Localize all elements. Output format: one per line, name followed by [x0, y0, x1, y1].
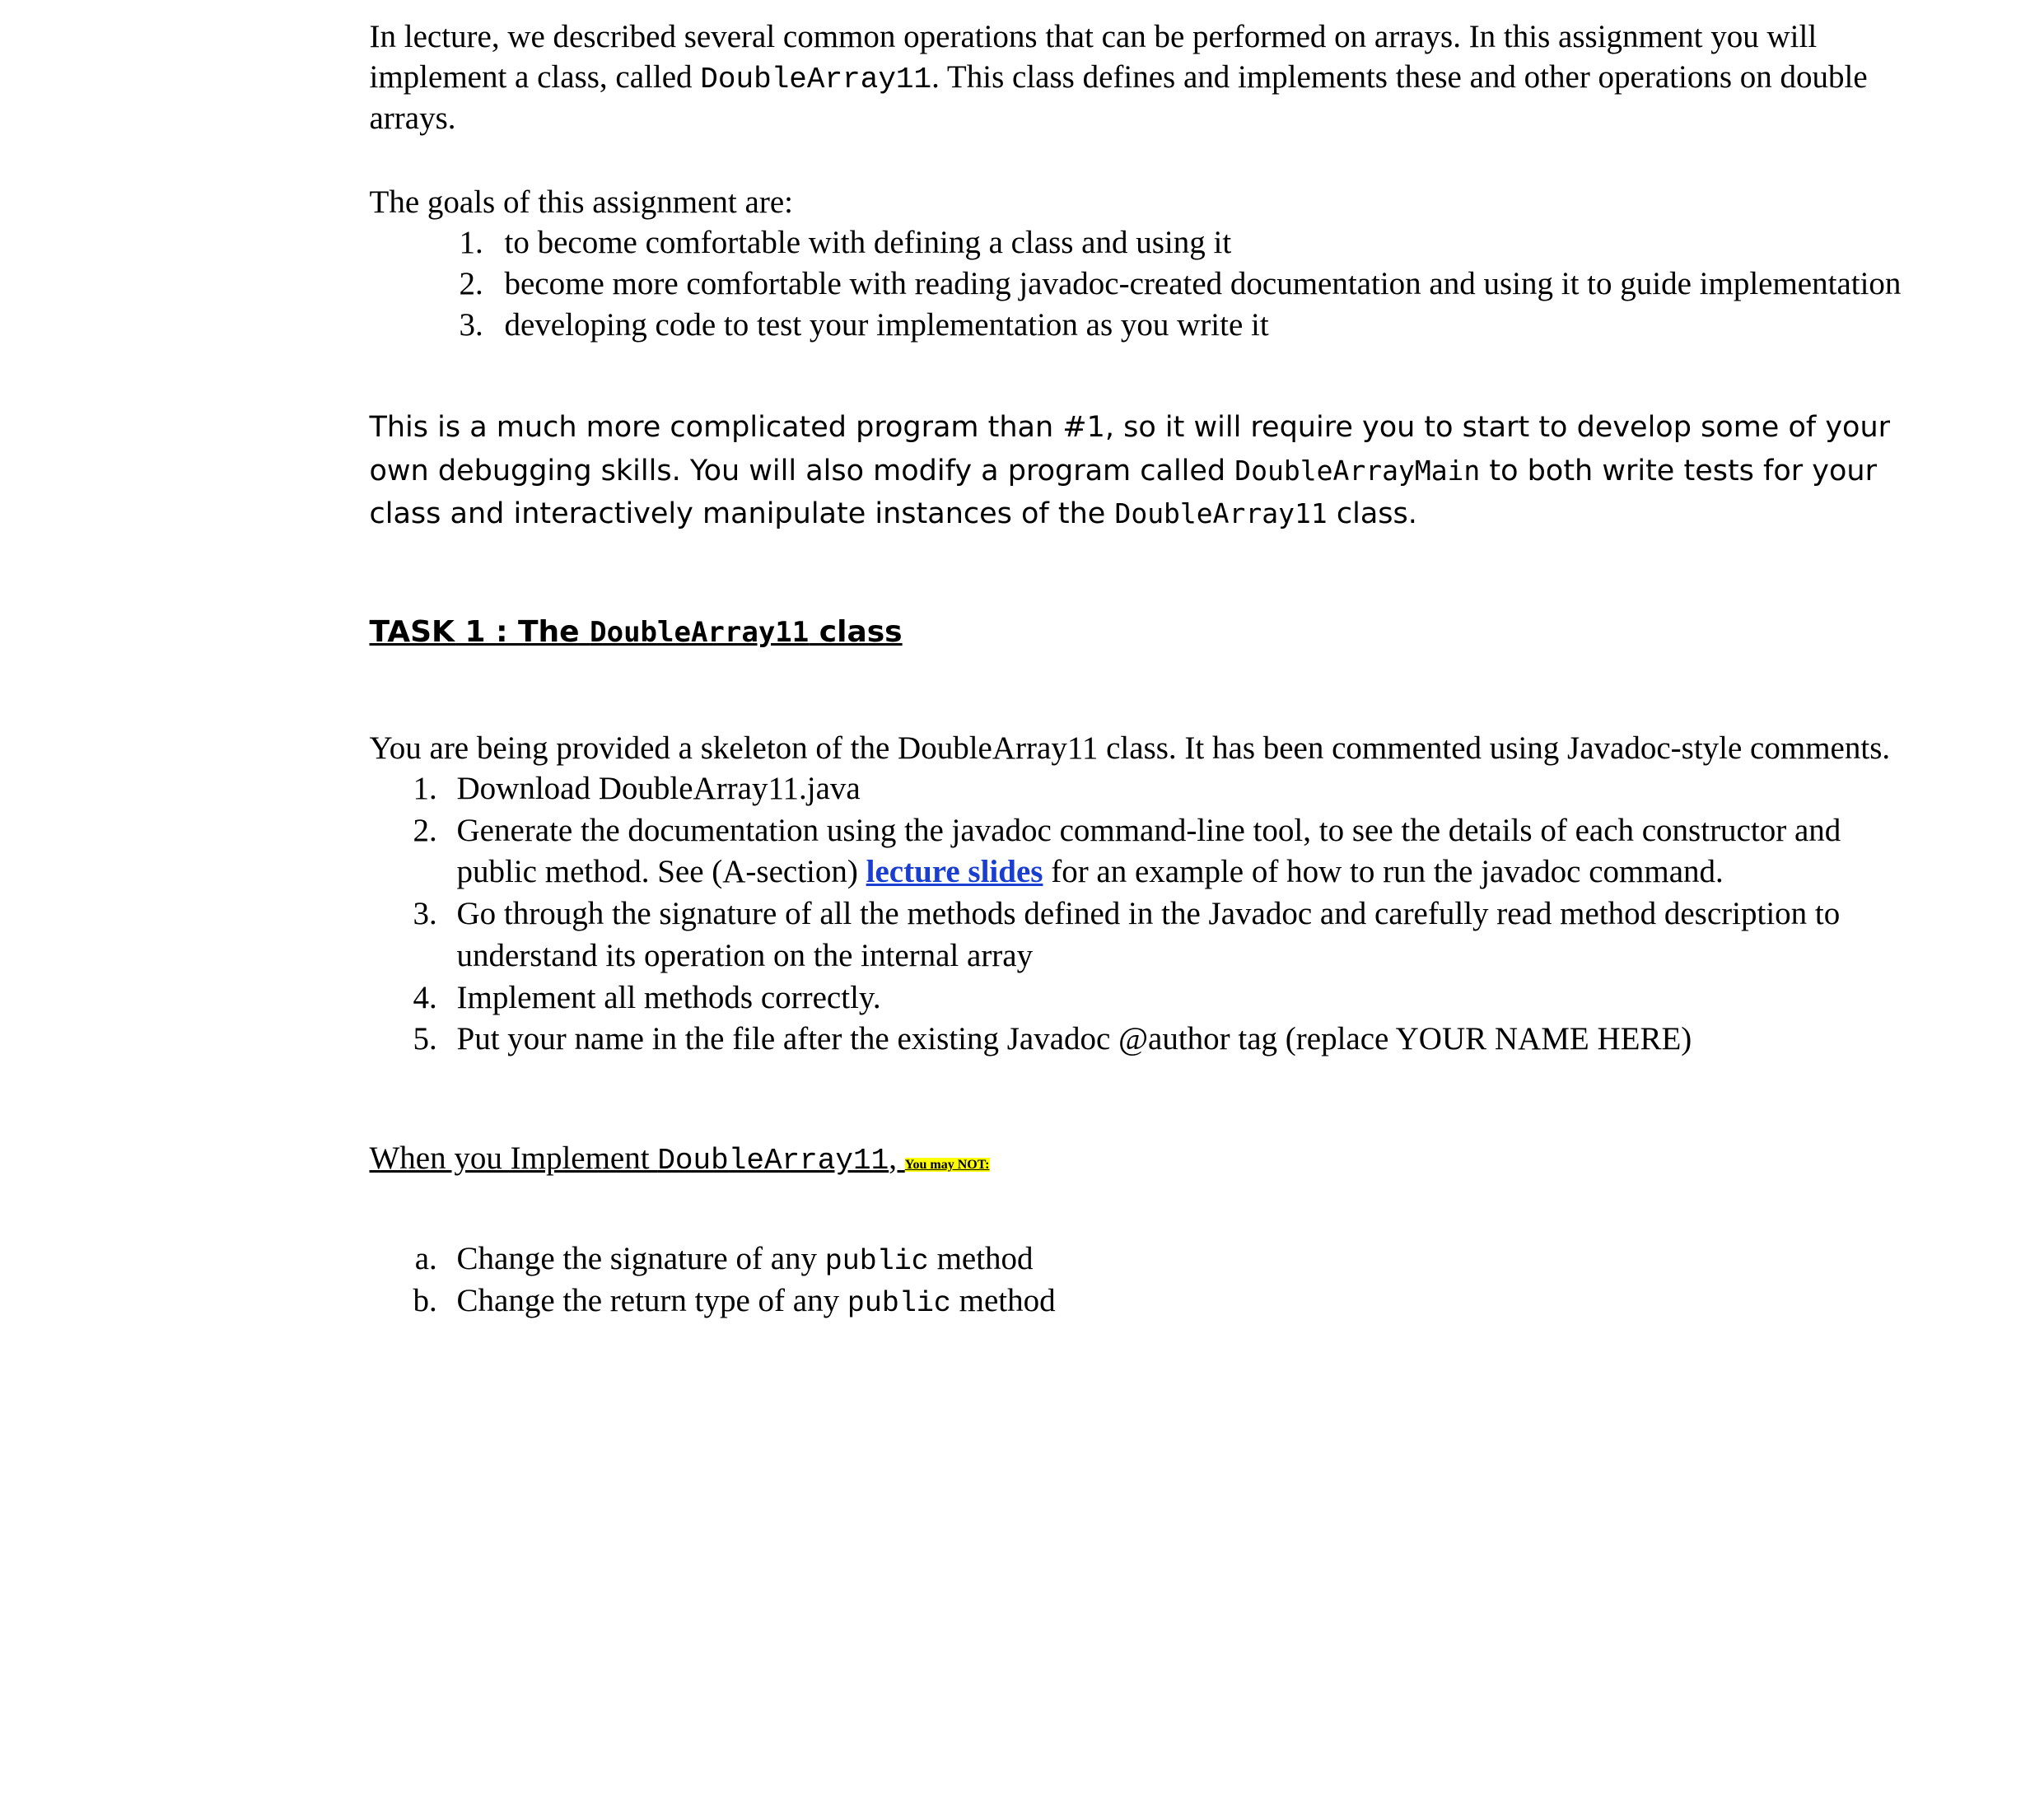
task-steps-list — [370, 768, 1910, 1061]
list-item: 1. to become comfortable with defining a class and using it — [492, 222, 1910, 264]
restriction-heading-before: When you Implement — [369, 1140, 658, 1176]
task1-heading — [370, 615, 903, 649]
complexity-note-part3: class. — [1327, 497, 1417, 531]
intro-paragraph — [370, 16, 1910, 139]
list-item — [446, 810, 1910, 893]
restriction-heading-wrapper — [370, 1140, 1910, 1178]
intro-text-after: . This class defines and implements these and other operations on double arrays. — [369, 59, 1868, 137]
skeleton-note: You are being provided a skeleton of the DoubleArray11 class. It has been commented using Javadoc-style comments. — [369, 730, 1891, 766]
restriction-highlight: You may NOT: — [904, 1157, 990, 1172]
task1-suffix: class — [809, 614, 903, 649]
spacer — [370, 536, 1910, 615]
complexity-note — [370, 406, 1910, 536]
double-array-11-code: DoubleArray11 — [1114, 497, 1328, 530]
restriction-b-before: Change the return type of any — [456, 1283, 847, 1319]
public-keyword: public — [824, 1244, 929, 1278]
list-item: 1. Download DoubleArray11.java — [446, 768, 1910, 810]
task1-label: TASK 1 : The — [369, 614, 590, 649]
task1-heading-wrapper — [370, 615, 1910, 649]
restriction-b-after: method — [950, 1283, 1056, 1319]
list-item — [446, 1280, 1910, 1323]
list-item: 2. become more comfortable with reading javadoc-created documentation and using it to guide implementation — [492, 264, 1910, 305]
list-item: 4. Implement all methods correctly. — [446, 977, 1910, 1019]
goals-heading: The goals of this assignment are: — [369, 184, 793, 220]
list-item: 3. Go through the signature of all the methods defined in the Javadoc and carefully read method description to understand its operation on the internal array — [446, 893, 1910, 977]
goals-list — [370, 222, 1910, 346]
double-array-main-code: DoubleArrayMain — [1234, 454, 1481, 487]
spacer — [370, 649, 1910, 728]
step-text-after-link: for an example of how to run the javadoc command. — [1043, 854, 1724, 890]
list-item: 5. Put your name in the file after the existing Javadoc @author tag (replace YOUR NAME HERE) — [446, 1019, 1910, 1061]
restriction-heading — [370, 1140, 905, 1176]
task1-class-name: DoubleArray11 — [590, 615, 810, 649]
restriction-a-before: Change the signature of any — [456, 1240, 825, 1276]
restriction-heading-comma: , — [889, 1140, 905, 1176]
list-item — [446, 1238, 1910, 1281]
lecture-slides-link[interactable]: lecture slides — [866, 854, 1043, 890]
intro-text-before: In lecture, we described several common operations that can be performed on arrays. In this assignment you will implement a class, called — [369, 19, 1818, 96]
complexity-note-part1: This is a much more complicated program than #1, so it will require you to start to develop some of your own debugging skills. You will also modify a program called — [369, 411, 1891, 487]
step-text-before-link: Generate the documentation using the javadoc command-line tool, to see the details of each constructor and public method. See (A-section) — [456, 812, 1841, 890]
spacer — [370, 1061, 1910, 1140]
intro-class-name: DoubleArray11 — [700, 63, 932, 97]
list-item: 3. developing code to test your implementation as you write it — [492, 305, 1910, 346]
spacer — [370, 1178, 1910, 1238]
document-body — [135, 16, 1910, 1323]
spacer — [370, 345, 1910, 406]
public-keyword: public — [847, 1287, 951, 1321]
restriction-a-after: method — [928, 1240, 1034, 1276]
complexity-note-part2: to both write tests for your class and interactively manipulate instances of the — [369, 454, 1877, 531]
spacer — [370, 139, 1910, 182]
restrictions-list — [370, 1238, 1910, 1323]
restriction-heading-class: DoubleArray11 — [657, 1143, 889, 1178]
